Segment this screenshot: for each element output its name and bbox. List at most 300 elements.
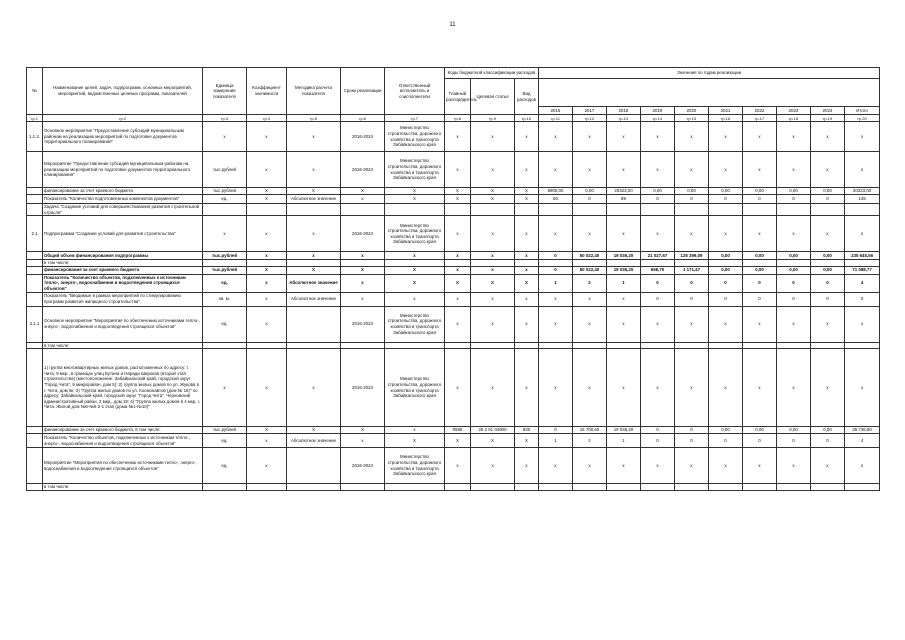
- table-cell: ед.: [203, 306, 247, 342]
- table-cell: x: [845, 349, 880, 427]
- table-cell: X: [385, 434, 445, 448]
- table-cell: [247, 342, 287, 349]
- table-cell: [743, 484, 777, 491]
- table-cell: x: [777, 122, 811, 152]
- table-cell: [341, 260, 385, 267]
- program-table: [26, 67, 880, 491]
- table-cell: x: [743, 306, 777, 342]
- table-cell: [471, 484, 515, 491]
- table-cell: 1: [539, 434, 573, 448]
- table-cell: [203, 260, 247, 267]
- table-cell: x: [845, 152, 880, 188]
- table-cell: [539, 484, 573, 491]
- table-cell: x: [539, 306, 573, 342]
- column-number-cell: гр.11: [539, 115, 573, 122]
- table-cell: [743, 260, 777, 267]
- table-cell: x: [573, 292, 607, 306]
- table-cell: 0,00: [777, 188, 811, 195]
- table-cell: [573, 484, 607, 491]
- table-cell: x: [743, 216, 777, 252]
- table-cell: x: [777, 152, 811, 188]
- header-responsible: Ответственный исполнитель и соисполнители: [385, 68, 445, 115]
- table-cell: [445, 260, 471, 267]
- table-cell: 1 171,47: [675, 266, 709, 274]
- column-number-cell: гр.12: [573, 115, 607, 122]
- table-cell: [811, 204, 845, 216]
- table-cell: [709, 342, 743, 349]
- page-number: 11: [449, 22, 456, 28]
- table-cell: 0,00: [811, 427, 845, 434]
- table-cell: [675, 342, 709, 349]
- table-cell: x: [203, 349, 247, 427]
- table-cell: x: [777, 349, 811, 427]
- header-main-manager: Главный распорядитель: [445, 79, 471, 115]
- row-name-cell: Мероприятие "Мероприятия по обеспечению источниками тепло-, энерго-, водоснабжения и водоотведения строящихся объектов": [43, 448, 203, 484]
- table-cell: X: [515, 434, 539, 448]
- table-row: [27, 260, 880, 267]
- table-cell: [287, 342, 341, 349]
- table-cell: [287, 306, 341, 342]
- table-row: [27, 342, 880, 349]
- table-cell: x: [471, 292, 515, 306]
- column-number-cell: гр.20: [845, 115, 880, 122]
- table-cell: x: [203, 216, 247, 252]
- table-cell: x: [573, 122, 607, 152]
- table-cell: x: [247, 152, 287, 188]
- table-cell: 0: [573, 195, 607, 204]
- table-cell: x: [471, 252, 515, 260]
- table-cell: 89: [607, 195, 641, 204]
- table-cell: x: [607, 216, 641, 252]
- table-cell: [641, 342, 675, 349]
- table-cell: x: [341, 274, 385, 292]
- table-row: [27, 195, 880, 204]
- table-cell: тыс.рублей: [203, 252, 247, 260]
- table-cell: 0,00: [709, 266, 743, 274]
- table-cell: x: [515, 448, 539, 484]
- table-cell: 4: [845, 434, 880, 448]
- table-cell: 4: [845, 274, 880, 292]
- table-row: [27, 434, 880, 448]
- table-cell: x: [811, 152, 845, 188]
- table-cell: [777, 204, 811, 216]
- row-name-cell: Мероприятие "Предоставление субсидий муниципальным районам на реализацию мероприятий по подготовке документов территориального планирования": [43, 152, 203, 188]
- row-name-cell: финансирование за счет краевого бюджета, в том числе:: [43, 427, 203, 434]
- header-year-2018: 2018: [607, 107, 641, 115]
- header-year-2016: 2016: [539, 107, 573, 115]
- header-values-by-year: Значения по годам реализации: [539, 68, 880, 79]
- table-cell: x: [845, 216, 880, 252]
- table-cell: [845, 342, 880, 349]
- table-cell: 50 022,40: [573, 252, 607, 260]
- header-name: Наименование целей, задач, подпрограмм, основных мероприятий, мероприятий, ведомственных целевых программ, показателей: [43, 68, 203, 115]
- table-cell: x: [247, 216, 287, 252]
- table-cell: X: [341, 188, 385, 195]
- table-row: [27, 292, 880, 306]
- table-cell: 0,00: [709, 427, 743, 434]
- table-cell: X: [247, 427, 287, 434]
- table-cell: 0: [811, 292, 845, 306]
- table-cell: [27, 448, 43, 484]
- column-number-cell: гр.5: [287, 115, 341, 122]
- row-name-cell: финансирование за счет краевого бюджета: [43, 188, 203, 195]
- table-cell: x: [641, 216, 675, 252]
- table-cell: X: [385, 274, 445, 292]
- table-cell: 21 027,67: [641, 252, 675, 260]
- table-cell: x: [539, 349, 573, 427]
- table-cell: x: [607, 349, 641, 427]
- table-cell: x: [471, 448, 515, 484]
- table-cell: 0,00: [811, 266, 845, 274]
- table-cell: x: [607, 152, 641, 188]
- table-cell: x: [515, 216, 539, 252]
- column-number-cell: гр.15: [675, 115, 709, 122]
- table-cell: 0,00: [811, 252, 845, 260]
- table-cell: x: [515, 252, 539, 260]
- table-cell: x: [471, 152, 515, 188]
- table-cell: 19 036,20: [607, 427, 641, 434]
- table-cell: x: [709, 306, 743, 342]
- table-cell: x: [641, 448, 675, 484]
- column-number-cell: гр.19: [811, 115, 845, 122]
- table-cell: X: [287, 266, 341, 274]
- table-cell: x: [743, 122, 777, 152]
- table-cell: [27, 252, 43, 260]
- table-cell: [287, 260, 341, 267]
- header-year-2022: 2022: [743, 107, 777, 115]
- table-cell: тыс.рублей: [203, 427, 247, 434]
- table-cell: [515, 204, 539, 216]
- table-cell: x: [445, 122, 471, 152]
- table-cell: x: [287, 152, 341, 188]
- table-cell: [27, 260, 43, 267]
- header-num: №: [27, 68, 43, 115]
- table-cell: x: [445, 349, 471, 427]
- table-row: [27, 427, 880, 434]
- header-year-2017: 2017: [573, 107, 607, 115]
- table-cell: [777, 484, 811, 491]
- table-cell: [777, 342, 811, 349]
- table-cell: X: [247, 266, 287, 274]
- table-cell: [385, 342, 445, 349]
- column-number-cell: гр.16: [709, 115, 743, 122]
- table-cell: 0: [641, 292, 675, 306]
- table-cell: x: [247, 292, 287, 306]
- table-cell: x: [385, 427, 445, 434]
- table-row: [27, 448, 880, 484]
- header-target-item: Целевая статья: [471, 79, 515, 115]
- table-cell: x: [845, 306, 880, 342]
- table-cell: [845, 204, 880, 216]
- column-number-cell: гр.17: [743, 115, 777, 122]
- table-cell: X: [247, 195, 287, 204]
- table-cell: Министерство строительства, дорожного хозяйства и транспорта Забайкальского края: [385, 122, 445, 152]
- table-cell: 16 700,60: [573, 427, 607, 434]
- table-cell: 2: [573, 434, 607, 448]
- table-row: [27, 349, 880, 427]
- table-cell: [385, 204, 445, 216]
- table-cell: [27, 484, 43, 491]
- table-cell: X: [287, 188, 341, 195]
- table-cell: x: [845, 448, 880, 484]
- table-cell: 20323,00: [845, 188, 880, 195]
- table-cell: 35 736,80: [845, 427, 880, 434]
- table-cell: 1: [607, 434, 641, 448]
- table-cell: [573, 342, 607, 349]
- table-cell: [27, 434, 43, 448]
- table-cell: x: [287, 122, 341, 152]
- table-cell: [247, 260, 287, 267]
- table-cell: 2016-2024: [341, 448, 385, 484]
- table-cell: x: [445, 216, 471, 252]
- table-cell: [27, 349, 43, 427]
- table-row: [27, 152, 880, 188]
- table-cell: [709, 204, 743, 216]
- table-cell: [287, 204, 341, 216]
- table-cell: [675, 484, 709, 491]
- table-cell: 0: [675, 195, 709, 204]
- table-cell: x: [515, 306, 539, 342]
- table-cell: [27, 195, 43, 204]
- row-name-cell: в том числе:: [43, 484, 203, 491]
- table-cell: x: [709, 448, 743, 484]
- table-cell: [539, 204, 573, 216]
- table-cell: 2016-2024: [341, 216, 385, 252]
- table-cell: [27, 427, 43, 434]
- table-cell: x: [777, 448, 811, 484]
- table-cell: x: [471, 266, 515, 274]
- table-cell: x: [607, 306, 641, 342]
- table-cell: x: [515, 266, 539, 274]
- table-cell: Министерство строительства, дорожного хозяйства и транспорта Забайкальского края: [385, 448, 445, 484]
- table-row: [27, 306, 880, 342]
- table-row: [27, 266, 880, 274]
- table-cell: 2016-2024: [341, 349, 385, 427]
- row-name-cell: 1) группа многоквартирных жилых домов, расположенных по адресу: г. Чита, 9 мкр., в границах улиц Бутина и Наради Широкая (второй этап строительства) (местоположение: Забайкальский край, городской округ "Город Чита", 9 микрорайон, дом 5); 2) группа жилых домов по ул. Жукова в г. Чита, дом 6к; 3) "Группа жилых домов по ул. Космонавтов (дом № 18)" по адресу: Забайкальский край, городской округ "Город Чита", Черновский административный район, 2 мкр., дом 18; 4) "Группа жилых домов в 4 мкр. г. Чита. Жилой дом №6-№6 2-1 этап (дома №1-№10)": [43, 349, 203, 427]
- header-period: Сроки реализации: [341, 68, 385, 115]
- table-cell: x: [641, 122, 675, 152]
- table-cell: [287, 448, 341, 484]
- table-cell: [203, 484, 247, 491]
- table-cell: X: [385, 195, 445, 204]
- table-cell: 235 645,56: [845, 252, 880, 260]
- table-cell: [445, 342, 471, 349]
- table-cell: 149: [845, 195, 880, 204]
- table-cell: 658,70: [641, 266, 675, 274]
- table-cell: [27, 188, 43, 195]
- table-cell: x: [607, 122, 641, 152]
- table-cell: x: [675, 349, 709, 427]
- table-cell: 20323,00: [607, 188, 641, 195]
- table-cell: 0: [641, 427, 675, 434]
- table-cell: x: [607, 448, 641, 484]
- table-cell: [515, 260, 539, 267]
- table-cell: 0,00: [743, 252, 777, 260]
- table-cell: 0: [675, 274, 709, 292]
- table-cell: x: [287, 349, 341, 427]
- table-cell: 125 399,09: [675, 252, 709, 260]
- table-cell: [539, 342, 573, 349]
- table-cell: [641, 204, 675, 216]
- table-cell: X: [445, 274, 471, 292]
- table-cell: 0: [743, 195, 777, 204]
- column-number-cell: гр.10: [515, 115, 539, 122]
- table-cell: 0,00: [777, 252, 811, 260]
- table-cell: x: [675, 152, 709, 188]
- table-cell: [573, 260, 607, 267]
- row-name-cell: Задача "Создание условий для совершенствования развития строительной отрасли": [43, 204, 203, 216]
- table-cell: 0,00: [777, 266, 811, 274]
- table-cell: x: [247, 274, 287, 292]
- table-cell: x: [445, 252, 471, 260]
- table-row: [27, 252, 880, 260]
- table-row: [27, 216, 880, 252]
- table-cell: [743, 204, 777, 216]
- column-number-cell: гр.9: [471, 115, 515, 122]
- table-cell: X: [247, 188, 287, 195]
- table-cell: Министерство строительства, дорожного хозяйства и транспорта Забайкальского края: [385, 306, 445, 342]
- column-number-cell: гр.1: [27, 115, 43, 122]
- column-number-cell: гр.13: [607, 115, 641, 122]
- table-cell: [811, 342, 845, 349]
- table-cell: [515, 484, 539, 491]
- table-cell: x: [573, 216, 607, 252]
- table-cell: X: [341, 427, 385, 434]
- table-cell: x: [573, 448, 607, 484]
- table-cell: тыс.рублей: [203, 152, 247, 188]
- table-cell: x: [515, 152, 539, 188]
- table-cell: 0,00: [573, 188, 607, 195]
- table-cell: [471, 204, 515, 216]
- table-cell: Министерство строительства, дорожного хозяйства и транспорта Забайкальского края: [385, 152, 445, 188]
- table-cell: [341, 484, 385, 491]
- table-cell: x: [777, 306, 811, 342]
- table-cell: 0: [743, 274, 777, 292]
- table-cell: 1.1.2.: [27, 122, 43, 152]
- table-cell: [607, 204, 641, 216]
- table-cell: 0,00: [675, 188, 709, 195]
- table-cell: 0,00: [709, 188, 743, 195]
- table-cell: 0,00: [709, 252, 743, 260]
- row-name-cell: в том числе:: [43, 342, 203, 349]
- table-cell: 0: [675, 434, 709, 448]
- table-cell: x: [287, 216, 341, 252]
- table-cell: [287, 484, 341, 491]
- table-cell: [385, 484, 445, 491]
- table-cell: 0585: [445, 427, 471, 434]
- table-cell: [811, 260, 845, 267]
- table-cell: X: [445, 195, 471, 204]
- table-cell: x: [811, 349, 845, 427]
- table-cell: 1: [607, 274, 641, 292]
- column-number-cell: гр.6: [341, 115, 385, 122]
- table-cell: x: [247, 434, 287, 448]
- table-cell: x: [247, 448, 287, 484]
- header-budget-codes: Коды бюджетной классификации расходов: [445, 68, 539, 79]
- table-cell: [27, 204, 43, 216]
- table-cell: X: [471, 188, 515, 195]
- table-cell: X: [515, 188, 539, 195]
- table-cell: [709, 260, 743, 267]
- header-year-2020: 2020: [675, 107, 709, 115]
- table-cell: 0: [709, 434, 743, 448]
- table-cell: 0,00: [811, 188, 845, 195]
- table-cell: x: [247, 252, 287, 260]
- table-cell: [607, 260, 641, 267]
- table-cell: x: [777, 216, 811, 252]
- table-cell: 0,00: [743, 427, 777, 434]
- table-cell: x: [641, 152, 675, 188]
- row-name-cell: Подпрограмма "Создание условий для развития строительства": [43, 216, 203, 252]
- table-cell: X: [287, 427, 341, 434]
- table-cell: [27, 152, 43, 188]
- row-name-cell: Показатель "Количество объектов, подключенных к источникам тепло-, энерго-, водоснабжения и водоотведения строящихся объектов": [43, 274, 203, 292]
- table-cell: x: [539, 448, 573, 484]
- table-cell: 71 088,77: [845, 266, 880, 274]
- table-cell: x: [709, 122, 743, 152]
- table-cell: 0: [539, 427, 573, 434]
- table-cell: x: [641, 349, 675, 427]
- table-cell: x: [539, 122, 573, 152]
- row-name-cell: Основное мероприятие "Мероприятия по обеспечению источниками тепло-, энерго-, водоснабжения и водоотведения строящихся объектов": [43, 306, 203, 342]
- table-cell: x: [539, 216, 573, 252]
- table-cell: x: [385, 292, 445, 306]
- table-cell: 0,00: [743, 188, 777, 195]
- table-cell: 50 022,40: [573, 266, 607, 274]
- table-cell: [445, 484, 471, 491]
- row-name-cell: финансирование за счет краевого бюджета: [43, 266, 203, 274]
- table-cell: 0: [675, 427, 709, 434]
- table-cell: X: [385, 266, 445, 274]
- table-cell: 0: [777, 434, 811, 448]
- column-number-cell: гр.18: [777, 115, 811, 122]
- table-cell: x: [471, 122, 515, 152]
- table-cell: 0: [641, 434, 675, 448]
- table-cell: x: [607, 292, 641, 306]
- table-cell: x: [743, 152, 777, 188]
- table-cell: x: [515, 292, 539, 306]
- table-cell: x: [247, 349, 287, 427]
- table-cell: X: [385, 188, 445, 195]
- table-cell: 0: [777, 274, 811, 292]
- table-cell: 830: [515, 427, 539, 434]
- table-cell: x: [811, 448, 845, 484]
- header-year-2024: 2024: [811, 107, 845, 115]
- table-cell: ед.: [203, 274, 247, 292]
- table-cell: [445, 204, 471, 216]
- table-cell: 0: [777, 292, 811, 306]
- column-number-cell: гр.3: [203, 115, 247, 122]
- table-cell: X: [471, 195, 515, 204]
- table-cell: [777, 260, 811, 267]
- table-cell: X: [471, 434, 515, 448]
- table-cell: x: [675, 122, 709, 152]
- row-name-cell: в том числе:: [43, 260, 203, 267]
- table-cell: 2.1.1: [27, 306, 43, 342]
- table-cell: [641, 484, 675, 491]
- table-cell: 0: [641, 274, 675, 292]
- table-cell: 0: [777, 195, 811, 204]
- table-row: [27, 204, 880, 216]
- table-cell: x: [573, 349, 607, 427]
- table-cell: [607, 484, 641, 491]
- table-cell: x: [341, 252, 385, 260]
- table-cell: Министерство строительства, дорожного хозяйства и транспорта Забайкальского края: [385, 349, 445, 427]
- table-cell: 0: [709, 195, 743, 204]
- table-cell: x: [341, 434, 385, 448]
- header-coef: Коэффициент значимости: [247, 68, 287, 115]
- table-cell: [573, 204, 607, 216]
